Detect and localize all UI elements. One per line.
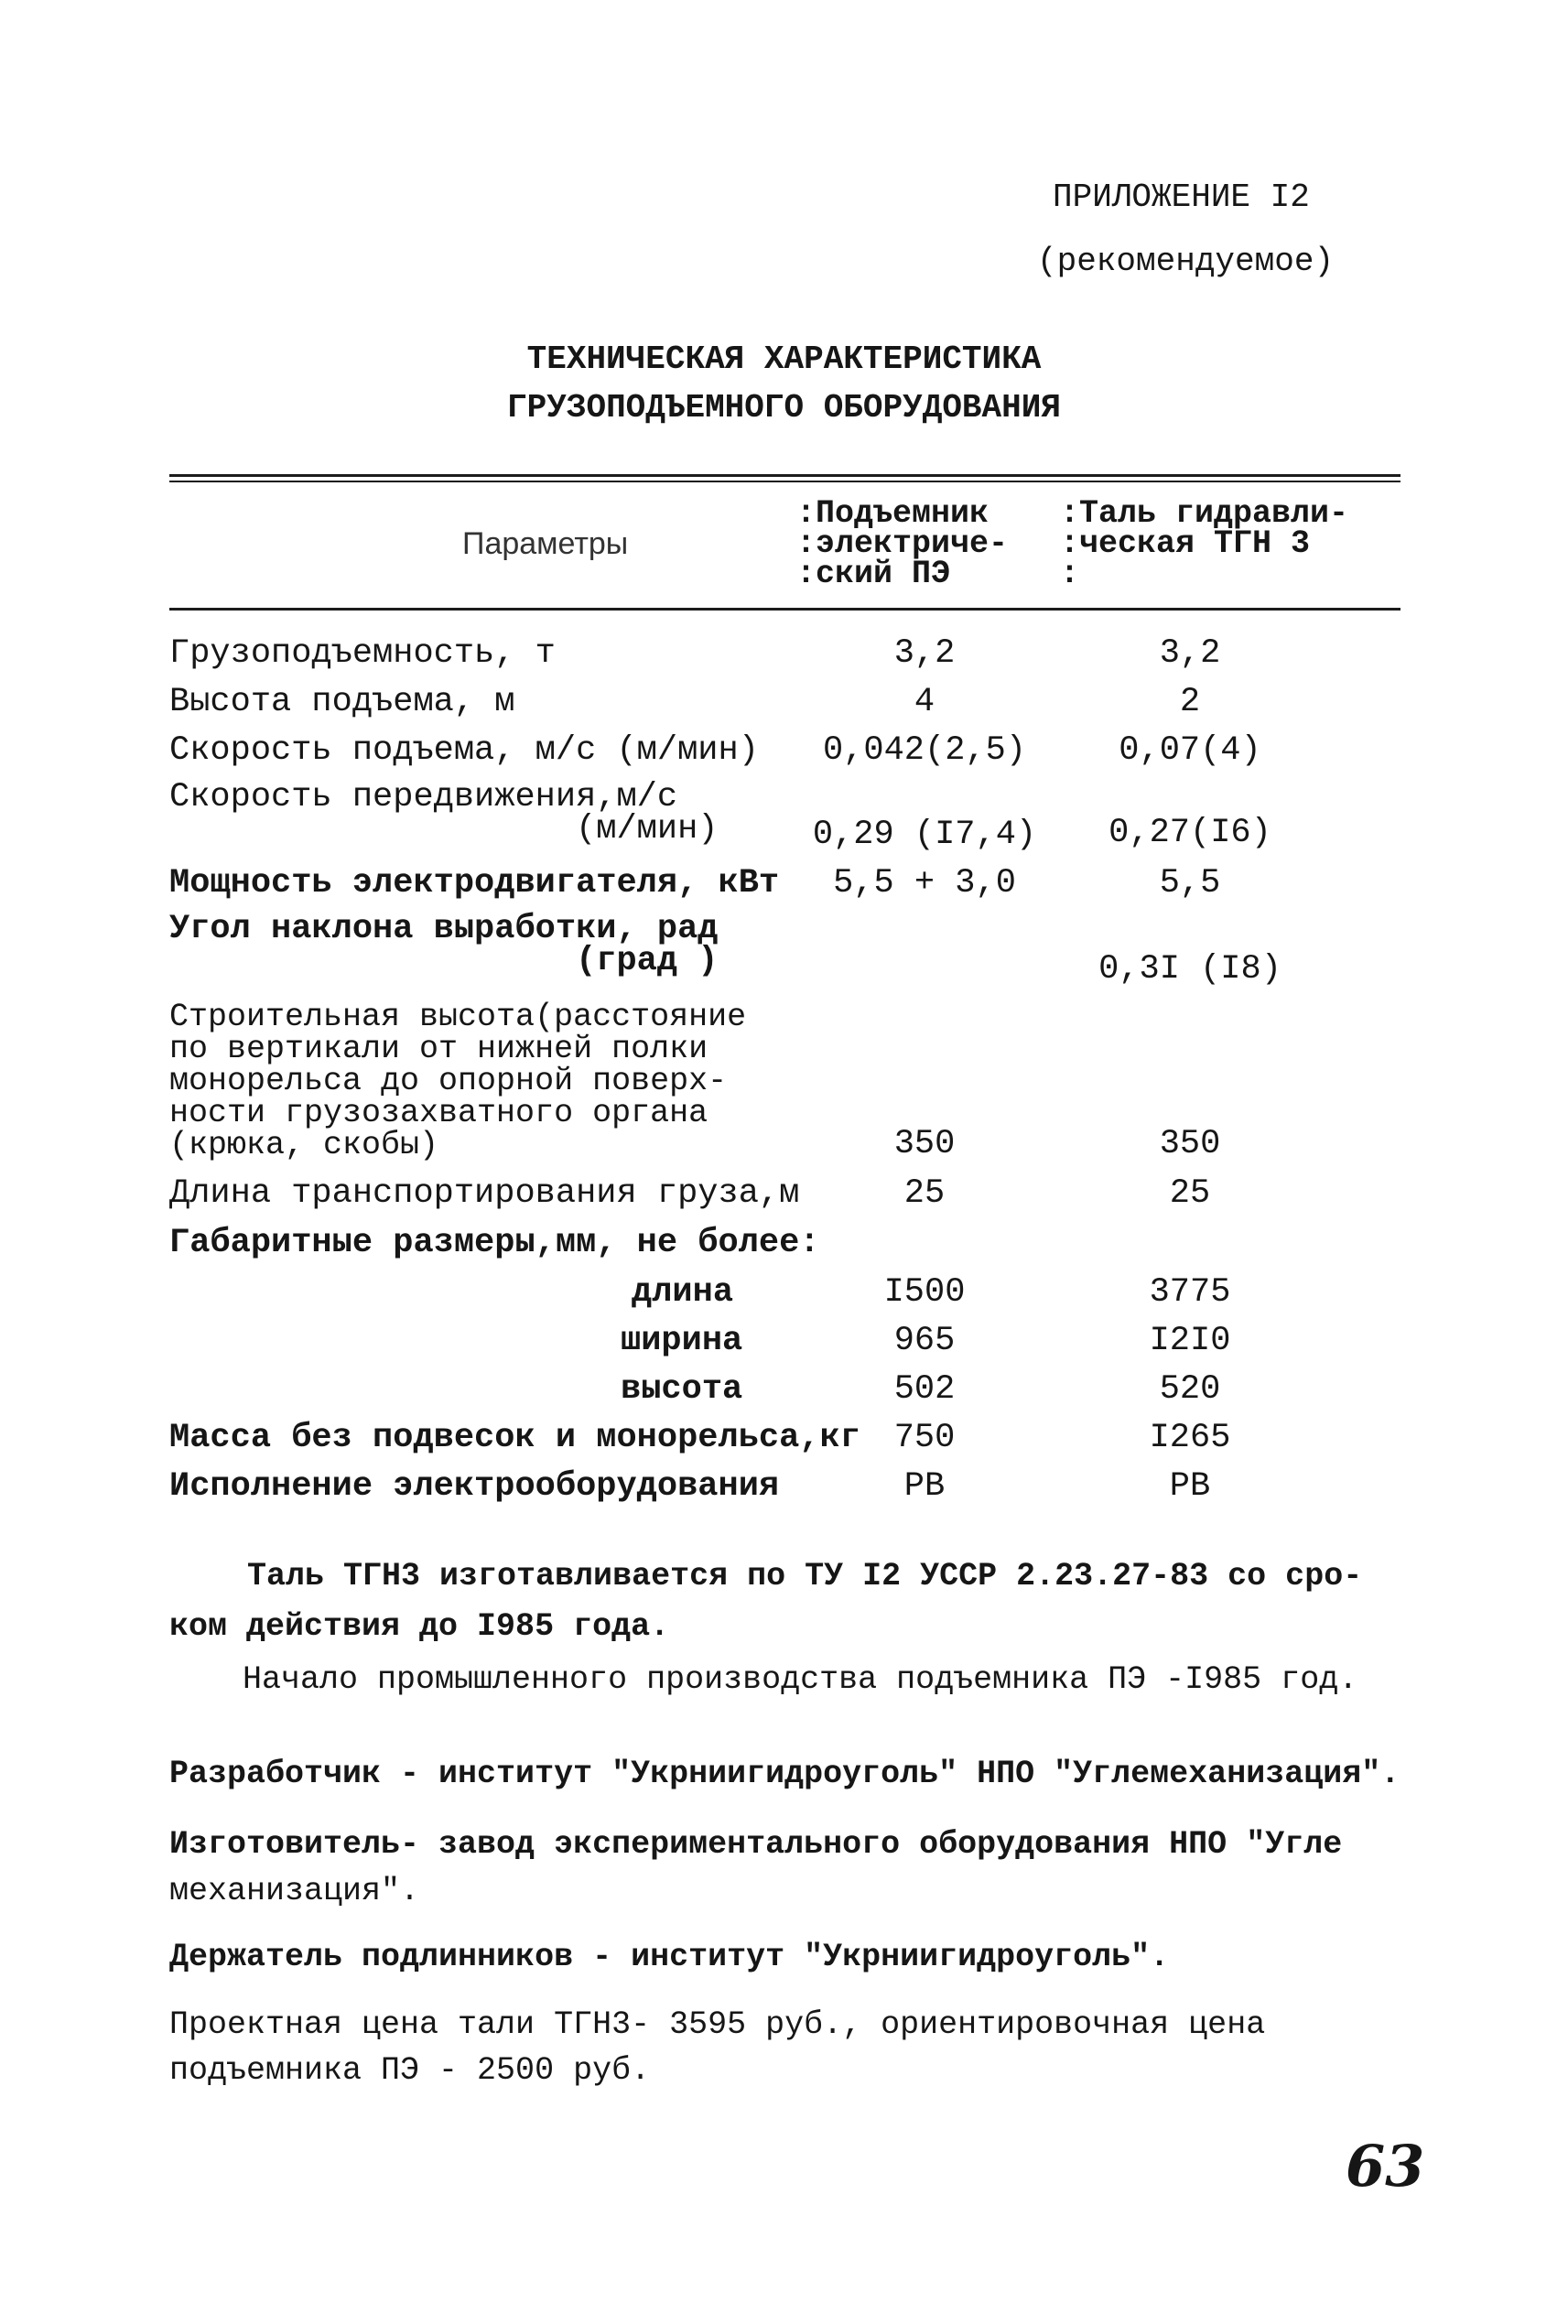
table-row-label: Строительная высота(расстояние по вертикали от нижней полки монорельса до опорной поверх- ности грузозахватного органа (крюка, скобы) <box>169 999 747 1163</box>
table-cell-lift: 5,5 + 3,0 <box>833 864 1016 903</box>
note-price-line1: Проектная цена тали ТГН3- 3595 руб., ориентировочная цена <box>169 2006 1266 2043</box>
table-row-label: Длина транспортирования груза,м <box>169 1174 800 1213</box>
note-holder: Держатель подлинников - институт "Укрниигидроуголь". <box>169 1939 1170 1975</box>
note-manufacturer-line1: Изготовитель- завод экспериментального оборудования НПО "Угле <box>169 1826 1343 1863</box>
note-developer: Разработчик - институт "Укрниигидроуголь" НПО "Углемеханизация". <box>169 1756 1400 1792</box>
table-cell-lift: 0,29 (I7,4) <box>812 816 1037 854</box>
table-cell-hoist: 350 <box>1159 1125 1221 1163</box>
note-price-line2: подъемника ПЭ - 2500 руб. <box>169 2052 651 2089</box>
table-header-bottom-rule <box>169 608 1400 611</box>
appendix-label: ПРИЛОЖЕНИЕ I2 <box>1053 178 1310 216</box>
table-cell-hoist: 0,07(4) <box>1119 731 1261 770</box>
table-top-rule-1 <box>169 474 1400 477</box>
table-cell-lift: 965 <box>893 1322 956 1360</box>
table-top-rule-2 <box>169 481 1400 482</box>
table-cell-lift: 502 <box>893 1370 956 1409</box>
table-cell-hoist: 25 <box>1169 1174 1211 1213</box>
table-row-label: Масса без подвесок и монорельса,кг <box>169 1419 860 1457</box>
table-cell-hoist: 3775 <box>1149 1273 1231 1312</box>
note-hoist-spec-line1: Таль ТГН3 изготавливается по ТУ I2 УССР 2.23.27-83 со сро- <box>247 1558 1363 1594</box>
table-cell-hoist: I2I0 <box>1149 1322 1231 1360</box>
table-cell-lift: РВ <box>903 1467 946 1506</box>
table-row-label: Грузоподъемность, т <box>169 634 556 673</box>
table-row-label: Исполнение электрооборудования <box>169 1467 780 1506</box>
table-row-label: ширина <box>621 1322 743 1360</box>
table-row-label: Высота подъема, м <box>169 683 515 721</box>
document-title-line1: ТЕХНИЧЕСКАЯ ХАРАКТЕРИСТИКА <box>526 340 1042 378</box>
recommended-label: (рекомендуемое) <box>1037 243 1335 280</box>
table-cell-hoist: 0,27(I6) <box>1108 814 1271 852</box>
document-title-line2: ГРУЗОПОДЪЕМНОГО ОБОРУДОВАНИЯ <box>507 389 1061 427</box>
note-manufacturer-line2: механизация". <box>169 1873 420 1909</box>
table-cell-hoist: 520 <box>1159 1370 1221 1409</box>
table-cell-hoist: 2 <box>1179 683 1201 721</box>
column-header-params: Параметры <box>462 526 629 561</box>
table-cell-lift: I500 <box>883 1273 966 1312</box>
table-row-label: длина <box>632 1273 734 1312</box>
page-number: 63 <box>1346 2133 1425 2200</box>
column-header-hoist: :Таль гидравли- :ческая ТГН 3 : <box>1060 495 1349 592</box>
table-row-label: Мощность электродвигателя, кВт <box>169 864 780 903</box>
table-cell-lift: 3,2 <box>893 634 956 673</box>
table-row-label: Скорость подъема, м/с (м/мин) <box>169 731 759 770</box>
note-hoist-spec-line2: ком действия до I985 года. <box>169 1608 670 1645</box>
note-production-start: Начало промышленного производства подъемника ПЭ -I985 год. <box>243 1661 1358 1698</box>
table-cell-lift: 25 <box>903 1174 946 1213</box>
table-cell-hoist: 0,3I (I8) <box>1098 950 1281 989</box>
table-cell-hoist: 3,2 <box>1159 634 1221 673</box>
table-row-label: высота <box>621 1370 743 1409</box>
table-cell-lift: 4 <box>914 683 935 721</box>
table-row-label: Скорость передвижения,м/с (м/мин) <box>169 778 719 849</box>
column-header-lift: :Подъемник :электриче- :ский ПЭ <box>796 495 1009 592</box>
table-cell-lift: 750 <box>893 1419 956 1457</box>
table-row-label: Габаритные размеры,мм, не более: <box>169 1224 820 1262</box>
table-row-label: Угол наклона выработки, рад (град ) <box>169 910 719 980</box>
table-cell-hoist: I265 <box>1149 1419 1231 1457</box>
table-cell-hoist: 5,5 <box>1159 864 1221 903</box>
table-cell-lift: 0,042(2,5) <box>822 731 1027 770</box>
table-cell-lift: 350 <box>893 1125 956 1163</box>
table-cell-hoist: РВ <box>1169 1467 1211 1506</box>
